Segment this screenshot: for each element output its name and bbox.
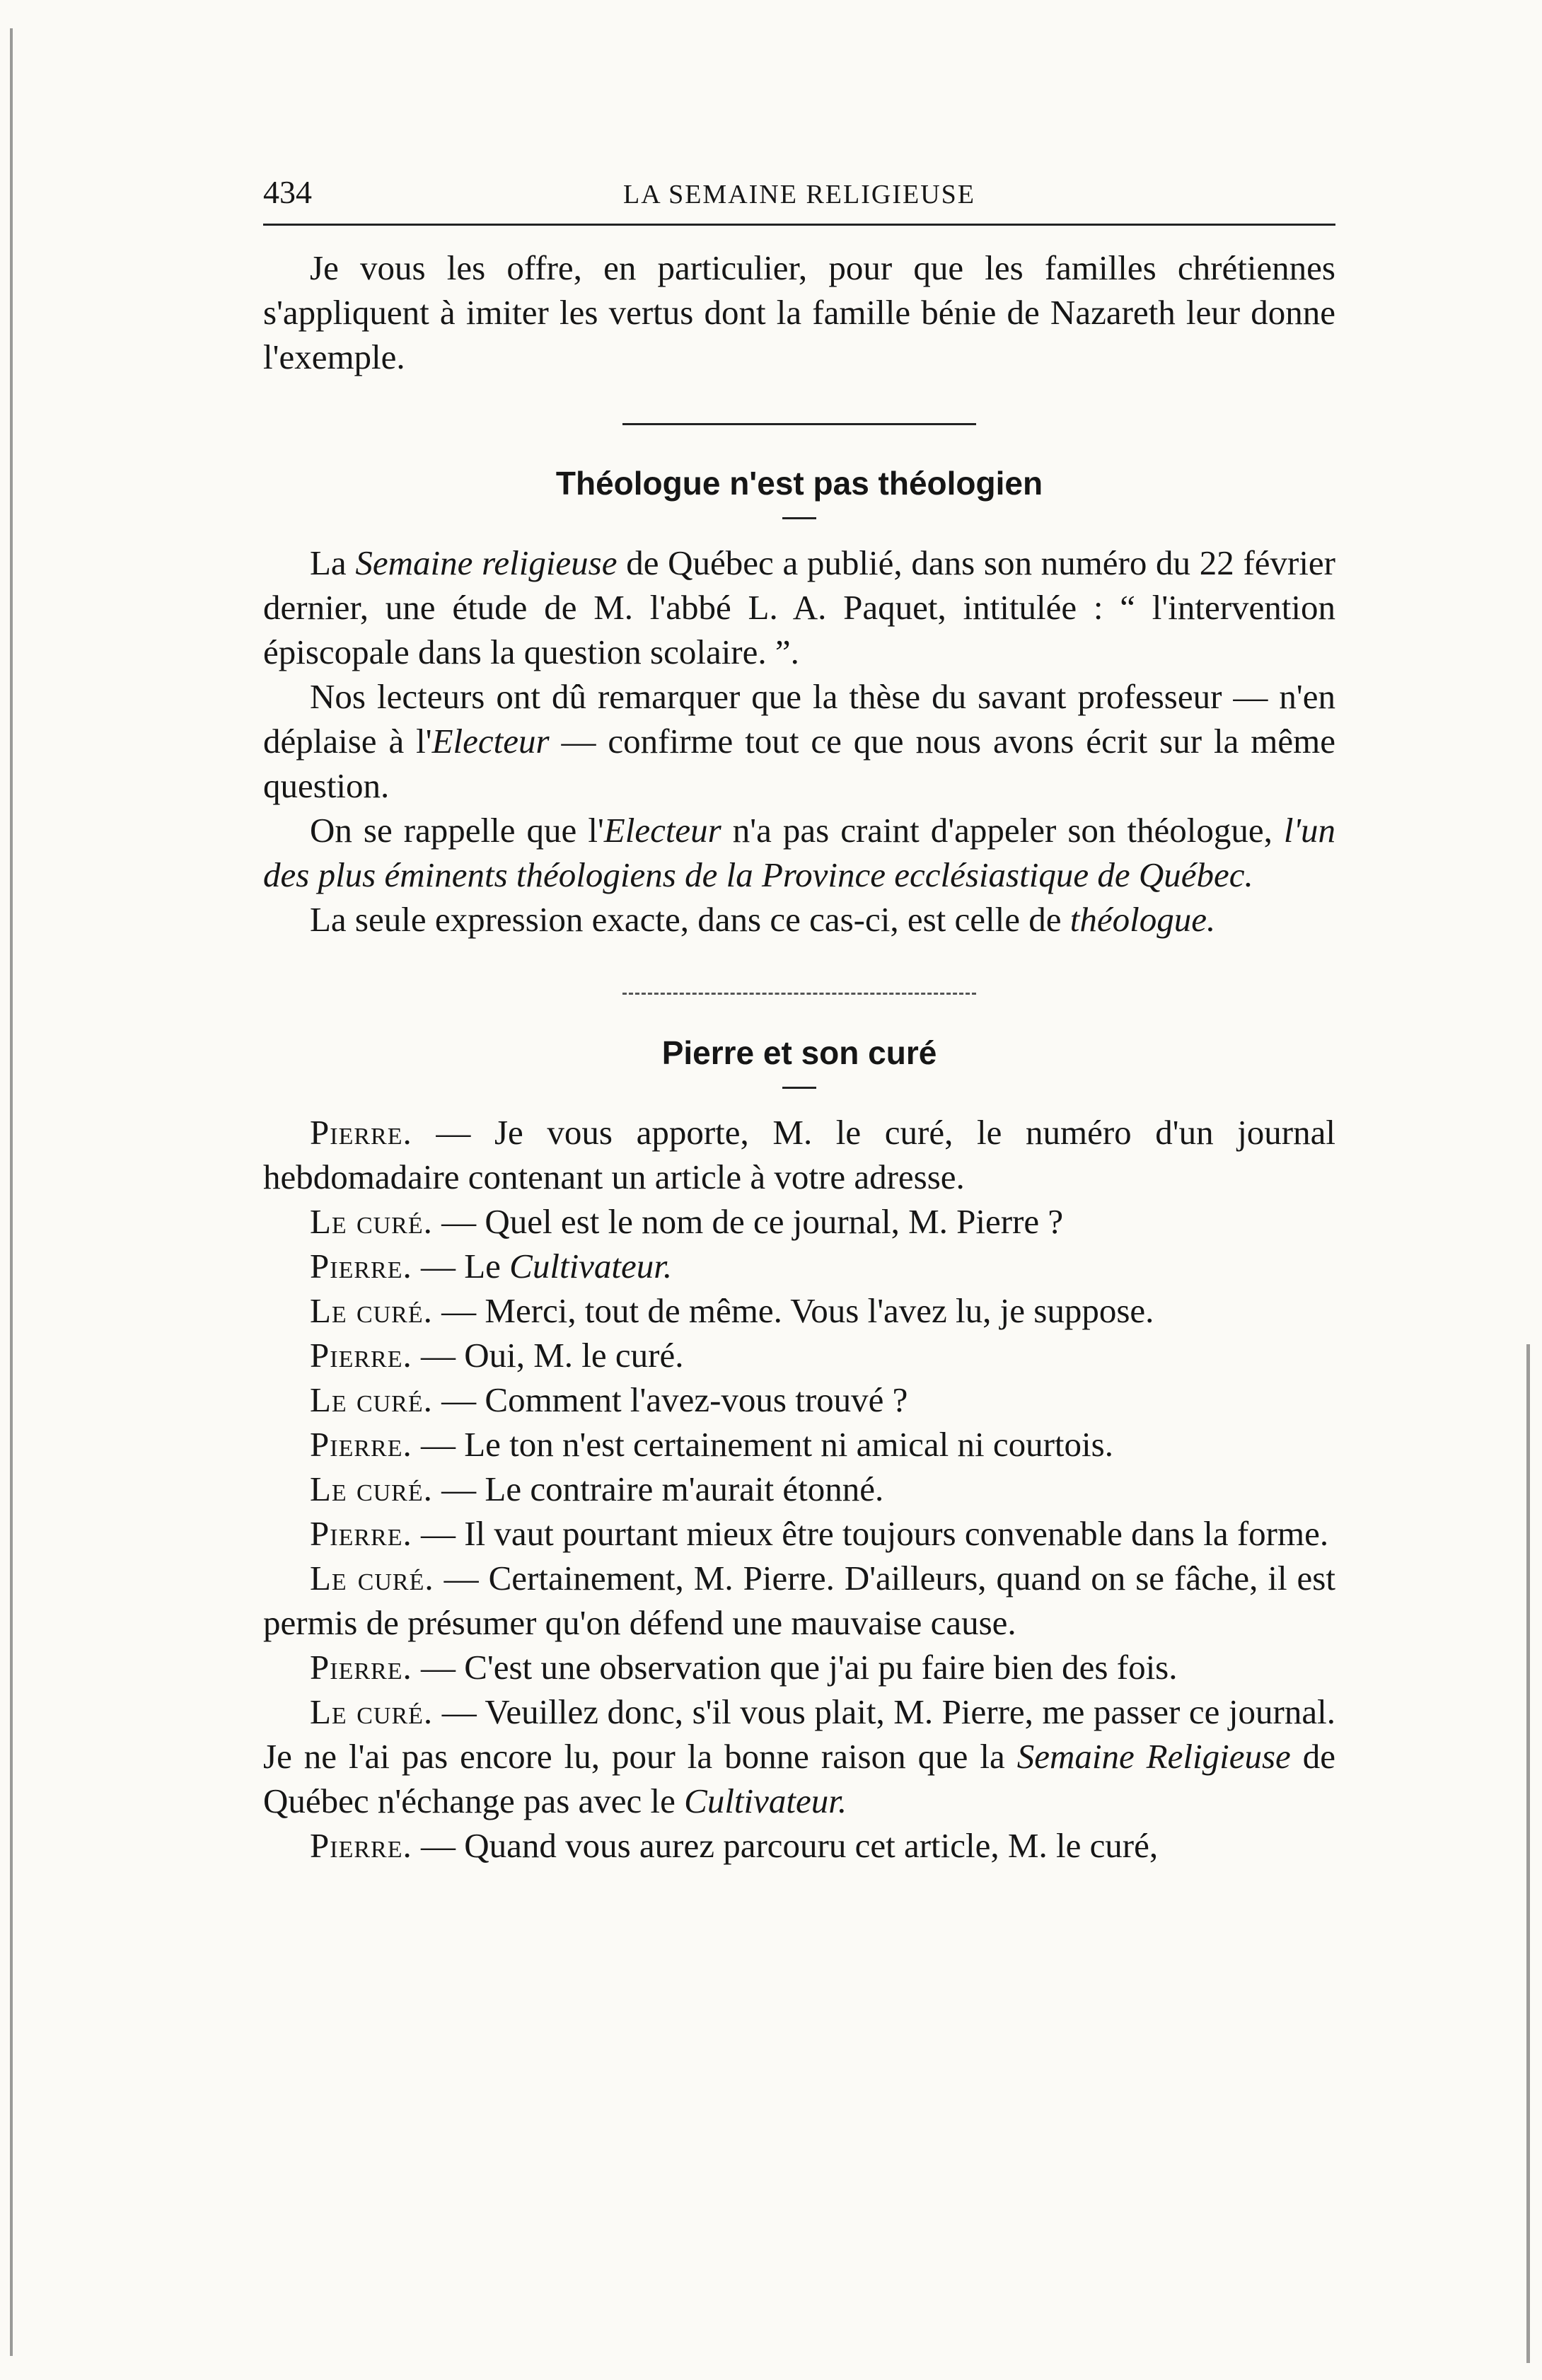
paragraph: Nos lecteurs ont dû remarquer que la thèse du savant professeur — n'en déplaise à l'Electeur — confirme tout ce que nous avons écrit sur la même question.	[263, 677, 1336, 805]
dialogue-line: Pierre. — Le Cultivateur.	[310, 1247, 673, 1286]
dialogue-line: Pierre. — Il vaut pourtant mieux être toujours convenable dans la forme.	[310, 1514, 1329, 1553]
dialogue-line: Le curé. — Certainement, M. Pierre. D'ailleurs, quand on se fâche, il est permis de présumer qu'on défend une mauvaise cause.	[263, 1559, 1335, 1642]
speaker: Le curé.	[310, 1380, 433, 1419]
running-title: LA SEMAINE RELIGIEUSE	[623, 180, 975, 209]
title-dash	[782, 517, 816, 519]
speaker: Le curé.	[310, 1692, 434, 1731]
running-head	[263, 170, 1335, 219]
speaker: Pierre.	[310, 1648, 412, 1687]
speaker: Le curé.	[310, 1291, 433, 1330]
dialogue-line: Pierre. — Quand vous aurez parcouru cet article, M. le curé,	[310, 1826, 1159, 1865]
speaker: Le curé.	[310, 1469, 433, 1508]
book-page	[263, 170, 1335, 1868]
title-dash	[782, 1087, 816, 1089]
dialogue-line: Pierre. — Je vous apporte, M. le curé, le numéro d'un journal hebdomadaire contenant un article à votre adresse.	[263, 1113, 1335, 1196]
dialogue-line: Pierre. — Le ton n'est certainement ni amical ni courtois.	[310, 1425, 1113, 1464]
paragraph: La seule expression exacte, dans ce cas-ci, est celle de théologue.	[310, 900, 1216, 939]
dialogue-line: Pierre. — C'est une observation que j'ai pu faire bien des fois.	[310, 1648, 1178, 1687]
dialogue-line: Le curé. — Le contraire m'aurait étonné.	[310, 1469, 884, 1508]
header-rule	[263, 224, 1335, 226]
paragraph: La Semaine religieuse de Québec a publié, dans son numéro du 22 février dernier, une étude de M. l'abbé L. A. Paquet, intitulée : “ l'intervention épiscopale dans la question scolaire. ”.	[263, 543, 1336, 671]
intro-paragraph: Je vous les offre, en particulier, pour que les familles chrétiennes s'appliquent à imiter les vertus dont la famille bénie de Nazareth leur donne l'exemple.	[263, 248, 1335, 376]
paragraph: On se rappelle que l'Electeur n'a pas craint d'appeler son théologue, l'un des plus éminents théologiens de la Province ecclésiastique de Québec.	[263, 811, 1335, 894]
dialogue-line: Le curé. — Merci, tout de même. Vous l'avez lu, je suppose.	[310, 1291, 1154, 1330]
speaker: Pierre.	[310, 1514, 412, 1553]
speaker: Pierre.	[310, 1113, 412, 1152]
speaker: Pierre.	[310, 1826, 412, 1865]
speaker: Pierre.	[310, 1425, 412, 1464]
page-number: 434	[263, 174, 312, 210]
speaker: Pierre.	[310, 1336, 412, 1375]
section-divider	[622, 993, 976, 995]
page-edge-left	[10, 28, 13, 2356]
page-edge-right	[1526, 1344, 1530, 2363]
dialogue-line: Pierre. — Oui, M. le curé.	[310, 1336, 684, 1375]
dialogue-line: Le curé. — Comment l'avez-vous trouvé ?	[310, 1380, 908, 1419]
section-title-pierre: Pierre et son curé	[661, 1034, 937, 1071]
dialogue-line: Le curé. — Quel est le nom de ce journal, M. Pierre ?	[310, 1202, 1064, 1241]
section-divider	[622, 423, 976, 425]
speaker: Le curé.	[310, 1559, 434, 1598]
speaker: Le curé.	[310, 1202, 433, 1241]
dialogue-line: Le curé. — Veuillez donc, s'il vous plait, M. Pierre, me passer ce journal. Je ne l'ai pas encore lu, pour la bonne raison que la Semaine Religieuse de Québec n'échange pas avec le Cultivateur.	[263, 1692, 1336, 1820]
dialogue	[263, 1110, 1335, 1868]
speaker: Pierre.	[310, 1247, 412, 1286]
section-title-theologue: Théologue n'est pas théologien	[555, 465, 1043, 502]
